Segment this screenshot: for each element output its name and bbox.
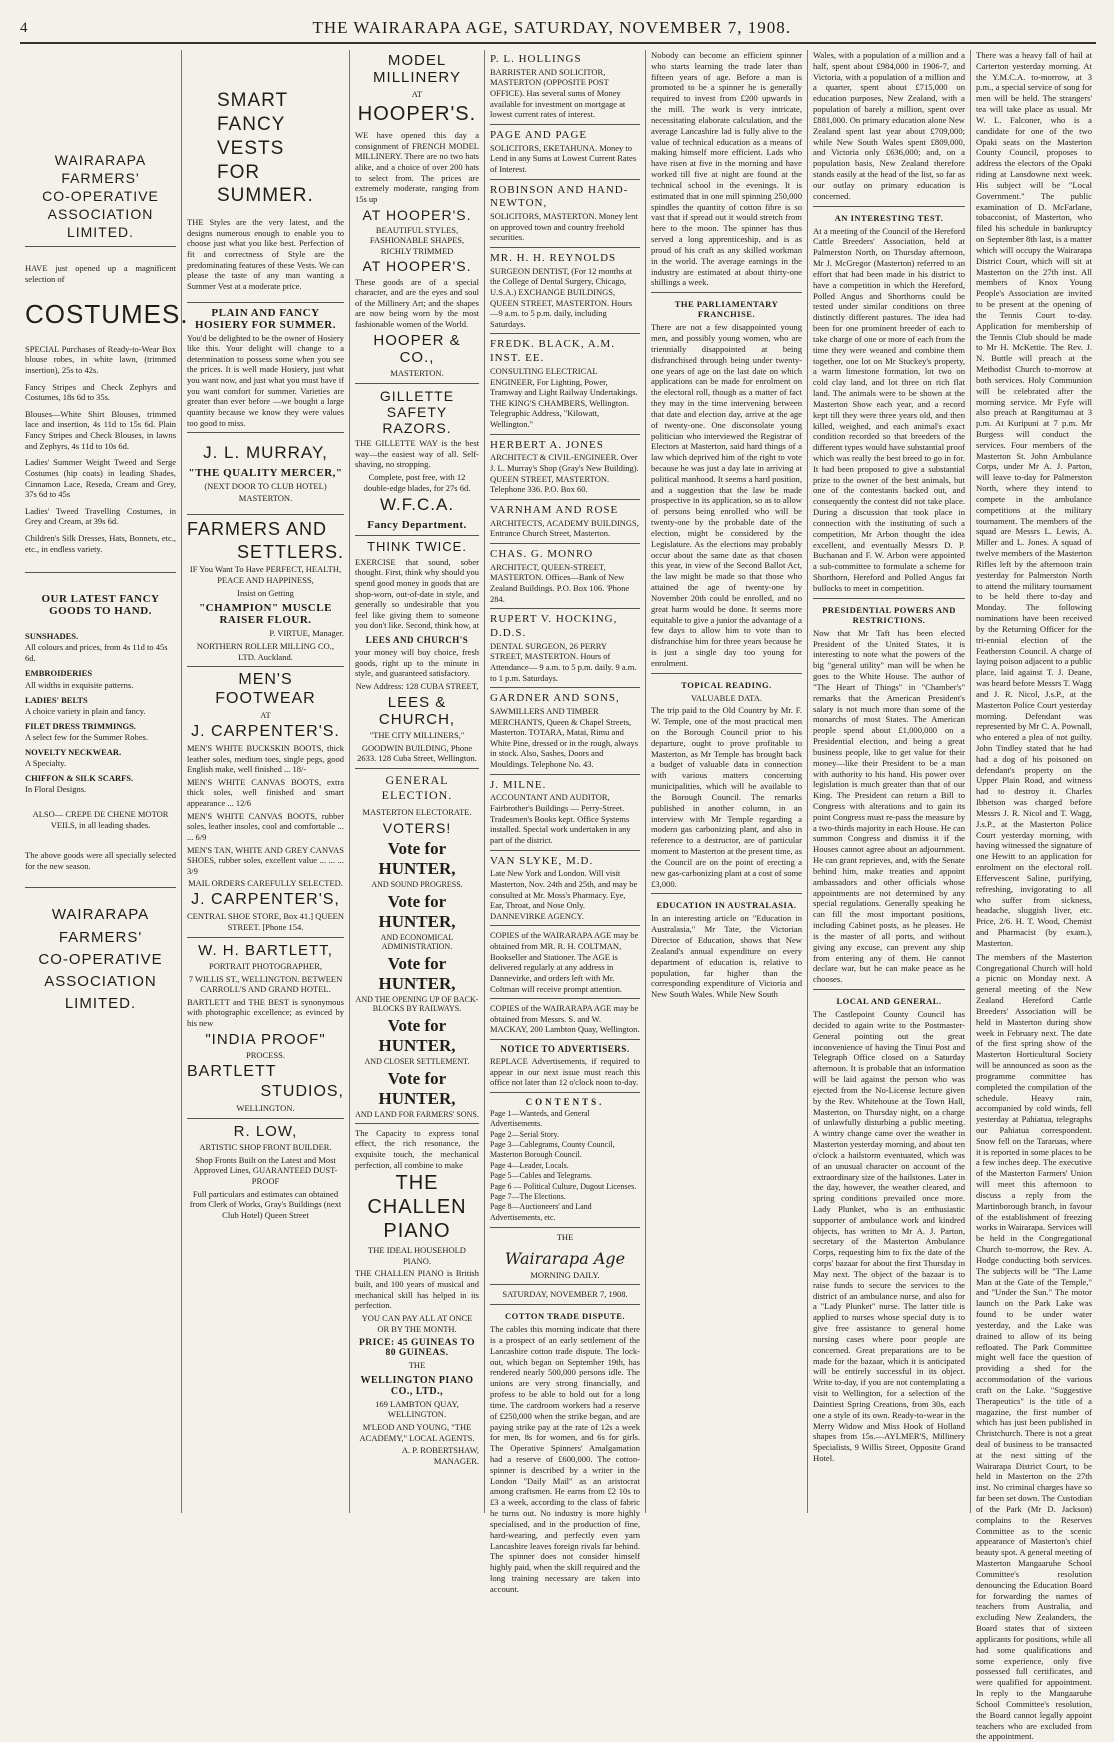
lees-firm-2: LEES & CHURCH, (378, 693, 456, 728)
vests-heading: SUMMER. (217, 185, 314, 207)
interesting-text: At a meeting of the Council of the Hereford Cattle Breeders' Association, held at Palmerston North, on Thursday afternoon, Mr J. McGregor (Masterton) referred to an effort that had been made in his district to have a competition in which the Hereford, Polled Angus and Shorthorns could be tested under similar conditions on three distinctly different pastures. The idea had been for one prominent breeder of each to take charge of one or more of each from the time they were weaned and combine them together, one lot on Mr Stuckey's property, a warm limestone formation, lot two on cold clay land, and lot three on rich flat land. The animals were to be shown at the Masterton Show each year, and a record kept till they were three years old, and then killed, weighed, and each animal's exact condition recorded so that breeders of the different types would have substantial proof which was really the best breed to go in for. It had been proposed to give a substantial prize to the owner of the best animals, but one of the contestants backed out, and consequently the contest did not take place. During a discussion that took place in connection with the instituting of such a competition, Mr Arbon thought the idea excellent, and eventually Messrs D. P. Buchanan and F. W. Arbon were appointed a sub-committee to formulate a scheme for Shorthorn, Hereford and Polled Angus fat bullocks to meet in competition. (813, 225, 965, 593)
paper-name: Wairarapa Age (504, 1248, 626, 1268)
local-notes-2: The members of the Masterton Congregational Church will hold a picnic on Monday next. A general meeting of the New Zealand Hereford Cattle Breeders' Association will be held in Masterton during show week in February next. The date of the first spring show of the Masterton Horticultural Society will be announced as soon as the programme committee has completed the compilation of the schedule. Heavy rain, accompanied by cold winds, fell yesterday at Pahiatua, telegraphs our Pahiatua correspondent. Snow fell on the Tararuas, where it is reported in some places to be a few inches deep. The executive of the Masterton Farmers' Union will meet this afternoon to discuss a reply from the Martinborough branch, in favour of the establishment of freezing works in Wairarapa. Services will be held in the Congregational Church to-morrow, the Rev. A. Hodge conducting both services. The subjects will be "The Lame Man at the Gate of the Temple," and "Under the Sun." The motor launch on the Park Lake was found to be under water yesterday, and the Lake was drained to allow of its being refloated. The Park Committee might well face the question of providing a shed for the accommodation of the various craft on the Lake. "Suggestive Therapeutics" is the title of a magazine, the first number of which has just been published in Christchurch. There is not a great deal of business to be transacted at the next sitting of the Wairarapa District Court, to be held in Masterton on the 27th inst. No criminal charges have so far been set down. The Custodian of the Park (Mr D. Jackson) complains to the Reserves Committee as to the scenic appearance of Masterton's chief beauty spot. A general meeting of Masterton Mangaaruhe School Committee's resolution denouncing the Education Board for forwarding the names of teachers from Australia, and excluding New Zealanders, the Board states that of sixteen applicants for positions, while all had some qualifications and some experience, only five possessed full certificates, and were qualified for appointment. In reply to the Mangaaruhe School Committee's resolution, the Board cannot legally appoint teachers who are excluded from the appointment. (976, 951, 1092, 1742)
vests-heading: VESTS (217, 137, 285, 159)
footwear-heading: MEN'S FOOTWEAR (215, 671, 316, 707)
assoc-line: FARMERS' (61, 170, 140, 187)
assoc-line: ASSOCIATION (47, 206, 154, 223)
education-heading: EDUCATION IN AUSTRALASIA. (656, 900, 797, 911)
topical-heading: TOPICAL READING. (681, 679, 772, 690)
costumes-heading: COSTUMES. (25, 298, 189, 329)
presidential-text: Now that Mr Taft has been elected President of the United States, it is interesting to note what the powers of the big "general utility" man will be when he goes to the White House. The author of "The Heart of Things" in "Chamber's" remarks that the American President's salary is not much more than some of the monarchs of most States. The American people spend about £1,000,000 on a Presidential election, and being a great business people, like to get value for their money—like their President to be a man with authority to his hand. His power over legislation is much greater than that of our King. The President can return a Bill to Congress with alterations and to gain its point Congress must re-pass the measure by a two-thirds majority in each House. He can summon Congress and dismiss it if the Houses cannot agree about an adjournment. He can grant reprieves, and, with the Senate behind him, make treaties and appoint ambassadors and other officials whose appointments are not determined by any special regulations. Generally speaking he can fill the most important positions, including Cabinet posts, as he pleases. He is the master of all ports, and without giving any excuse, can prevent any ship from entering any of them. He cannot declare war, but he can make peace as he chooses. (813, 627, 965, 985)
professional-card: J. MILNE. ACCOUNTANT AND AUDITOR, Fairbrother's Buildings — Perry-Street. Tradesmen's Books kept. Office Systems installed. Special work undertaken in any part of the district. (490, 778, 631, 845)
footwear-mail: MAIL ORDERS CAREFULLY SELECTED. (188, 878, 343, 889)
column-5 (646, 50, 808, 1513)
notice-text: REPLACE Advertisements, if required to appear in our next issue must reach this office not later than 12 o'clock noon to-day. (490, 1056, 640, 1088)
page-number: 4 (20, 19, 28, 36)
vote-plank: AND SOUND PROGRESS. (371, 879, 463, 889)
contents-item: Page 5—Cables and Telegrams. (490, 1171, 592, 1181)
vote-plank: AND THE OPENING UP OF BACK-BLOCKS BY RAILWAYS. (355, 994, 479, 1013)
lees-building: GOODWIN BUILDING, Phone 2633. 128 Cuba Street, Wellington. (357, 742, 477, 764)
vests-ad (187, 90, 344, 207)
footwear-address: CENTRAL SHOE STORE, Box 41.] QUEEN STREET. [Phone 154. (187, 911, 345, 933)
paper-date: SATURDAY, NOVEMBER 7, 1908. (502, 1289, 628, 1300)
column-7 (971, 50, 1097, 1742)
piano-the: THE (408, 1360, 426, 1371)
topical-sub: VALUABLE DATA. (691, 692, 762, 703)
goods-section: SUNSHADES. All colours and prices, from 4s 11d to 45s 6d. (25, 631, 168, 664)
millinery-text-2: These goods are of a special character, and are the eyes and soul of the Millinery Art; and the shapes are now being worn by the most fashionable women of the World. (355, 276, 479, 330)
professional-card: PAGE AND PAGE SOLICITORS, EKETAHUNA. Money to Lend in any Sums at Lowest Current Rates of Interest. (490, 128, 637, 174)
contents-item: Page 3—Cablegrams, County Council, Masterton Borough Council. (490, 1140, 615, 1160)
piano-pay: YOU CAN PAY ALL AT ONCE OR BY THE MONTH. (361, 1312, 473, 1334)
millinery-text: WE have opened this day a consignment of FRENCH MODEL MILLINERY. There are no two hats alike, and a choice of over 200 hats to select from. The prices are extremely moderate, ranging from 15s up (355, 130, 479, 204)
piano-manager: A. P. ROBERTSHAW, MANAGER. (401, 1445, 479, 1466)
footwear-item: MEN'S WHITE CANVAS BOOTS, rubber soles, leather insoles, cool and comfortable ... ... 6/9 (187, 810, 344, 842)
vote-plank: AND ECONOMICAL ADMINISTRATION. (380, 932, 454, 951)
goods-section: CHIFFON & SILK SCARFS. In Floral Designs. (25, 772, 134, 794)
piano-address: 169 LAMBTON QUAY, WELLINGTON. (375, 1398, 459, 1420)
costume-line: Ladies' Summer Weight Tweed and Serge Costumes (hip coats) in leading Shades, Cinnamon Lace, Reseda, Cream and Grey, 37s 6d to 45s (25, 457, 176, 500)
professional-card: FREDK. BLACK, A.M. INST. EE. CONSULTING ELECTRICAL ENGINEER, For Lighting, Power, Tramway and Light Railway Undertakings. THE KING'S CHAMBERS, Wellington. Telegraphic Address, "Kilowatt, Wellington." (490, 338, 638, 429)
vests-heading: FANCY (217, 113, 286, 135)
local-text: The Castlepoint County Council has decided to again write to the Postmaster-General pointing out the great inconvenience of having the Tinui Post and Telegraph Office closed on a Saturday afternoon. It is probable that an information will be laid against the person who was ejected from the No-License lecture given by the Rev. Whitehouse at the Town Hall, Masterton, on Thursday night, on a charge of unlawfully disturbing a public meeting. A wintry change came over the weather in Masterton yesterday morning, and about ten o'clock a hailstorm eventuated, which was of an unusual character on account of the extraordinary size of the hailstones. Later in the day, however, the weather cleared, and spring conditions prevailed once more. Lady Plunket, who is an enthusiastic supporter of ambulance work and kindred objects, has written to Mr A. J. Parton, secretary of the Masterton Ambulance Corps, requesting him to fix the date of the corps' bazaar for about the first Thursday in May next. The object of the bazaar is to raise funds to secure the services to the district of an ambulance nurse, and also for a "Lady Plunket" nurse. The latter title is applied to nurses whose special duty is to give free assistance to general home nursing cases where poor people are concerned. Great preparations are to be made for the bazaar, which it is anticipated will be entirely successful in its object. Write to-day, if you are not contemplating a visit to Wellington, for a selection of the Daintiest Spring Creations, from 30s, each one a style of its own. Ready-to-wear in the Merry Widow and Miss Hook of Holland shapes from 15s.—AYLMER'S, Millinery Specialists, 9 Willis Street, Opposite Grand Hotel. (813, 1009, 965, 1464)
contents-item: Page 6 — Political Culture, Dugout Licenses. (490, 1181, 637, 1191)
assoc-line: WAIRARAPA (51, 906, 150, 924)
piano-text: The Capacity to express tonal effect, the rich resonance, the exquisite touch, the mechanical perfection, all combine to make (355, 1127, 479, 1170)
hooper-firm: HOOPER & CO., (373, 331, 461, 366)
season-note: The above goods were all specially selected for the new season. (25, 850, 176, 871)
professional-card: P. L. HOLLINGS BARRISTER AND SOLICITOR, MASTERTON (OPPOSITE POST OFFICE). Has several sums of Money available for investment on mortgage at lowest current rates of interest. (490, 53, 626, 120)
vote-line: Vote for HUNTER, (378, 838, 456, 878)
gillette-dept: Fancy Department. (367, 518, 467, 531)
assoc-name-block (25, 50, 176, 242)
notice-heading: NOTICE TO ADVERTISERS. (500, 1044, 630, 1054)
flour-brand: "CHAMPION" MUSCLE RAISER FLOUR. (199, 602, 332, 627)
column-6 (808, 50, 971, 1513)
piano-heading: PIANO (383, 1220, 451, 1243)
piano-agents: M'LEOD AND YOUNG, "THE ACADEMY," LOCAL AGENTS. (359, 1422, 475, 1443)
vote-line: Vote for HUNTER, (378, 891, 456, 931)
flour-heading: FARMERS AND (187, 519, 328, 540)
footwear-firm-2: J. CARPENTER'S, (191, 891, 340, 909)
education-continued: Wales, with a population of a million and a half, spent about £984,000 in 1906-7, and Victoria, with a population of a million and a quarter, spent about £715,000 on education purposes, New Zealand, with a population of barely a million, spent over £881,000. On primary education alone New Zealand spent last year about £709,000; while New South Wales spent £809,000, and Victoria only £636,000; and, on a population basis, New Zealand therefore stands easily at the head of the list, so far as our outlay on primary education is concerned. (813, 50, 965, 201)
millinery-heading: MODEL MILLINERY (373, 52, 461, 87)
contents-list (490, 1109, 640, 1223)
footwear-at: AT (260, 709, 271, 720)
piano-sub: THE IDEAL HOUSEHOLD PIANO. (368, 1245, 466, 1266)
column-1 (20, 50, 189, 1513)
goods-section: FILET DRESS TRIMMINGS. A select few for the Summer Robes. (25, 720, 148, 742)
piano-text-2: THE CHALLEN PIANO is British built, and 100 years of musical and mechanical skill has helped in its perfection. (355, 1268, 479, 1311)
footwear-item: MEN'S WHITE BUCKSKIN BOOTS, thick leather soles, medium toes, single pegs, good English make, well finished ... 18/- (187, 742, 344, 775)
vote-plank: AND LAND FOR FARMERS' SONS. (355, 1109, 479, 1119)
flour-insist: Insist on Getting (237, 587, 294, 598)
contents-item: Page 2—Serial Story. (490, 1129, 560, 1139)
contents-item: Page 7—The Elections. (490, 1192, 566, 1201)
column-2 (182, 50, 350, 1513)
cotton-text: The cables this morning indicate that there is a prospect of an early settlement of the Lancashire cotton trade dispute. The lock-out, which began on September 19th, has rendered nearly 500,000 persons idle. The unions are very strong financially, and profess to be able to hold out for a long time. The cardroom workers had a reserve of £250,000 when the strike began, and are paying strike pay at the rate of 12s a week for men, 8s for women, and 6s for girls. The Operative Spinners' Amalgamation had a reserve of £600,000. The cotton-spinner is described by a writer in the London "Daily Mail" as an aristocrat among craftsmen. He earns from £2 10s to £3 a week, according to the class of fabric he turns out. No industry is more highly specialised, and in the production of fine, hard-wearing, and perfectly even yarn Lancashire leaves foreign rivals far behind. The spinner does not consider himself highly paid, when the skill required and the long training necessary are taken into account. (490, 1324, 640, 1594)
vests-text: THE Styles are the very latest, and the designs numerous enough to enable you to choose just what you like best. Perfection of fit and correctness of Style are the predominating features of these Vests. We can please the taste of any man wanting a Summer Vest at a moderate price. (187, 217, 344, 291)
assoc-line: CO-OPERATIVE (38, 950, 163, 968)
goods-section: LADIES' BELTS A choice variety in plain and fancy. (25, 694, 146, 716)
flour-signed: P. VIRTUE, Manager. (269, 628, 344, 639)
millinery-at-2: AT HOOPER'S. (362, 206, 472, 223)
agency-card: COPIES of the WAIRARAPA AGE may be obtained from MR. R. H. COLTMAN, Bookseller and Stationer. The AGE is delivered regularly at any address in Dannevirke, and orders left with Mr. Coltman will receive prompt attention. (490, 930, 639, 994)
piano-heading: THE (395, 1172, 439, 1195)
costumes-intro: HAVE just opened up a magnificent selection of (25, 263, 176, 285)
professional-card: CHAS. G. MONRO ARCHITECT, QUEEN-STREET, MASTERTON. Offices—Bank of New Zealand Buildings. P.O. Box 106. 'Phone 284. (490, 547, 630, 604)
low-name: R. LOW, (233, 1122, 298, 1140)
lees-text: EXERCISE that sound, sober thought. First, think why should you spend good money in goods that are shop-worn, out-of-date in style, and generally so undesirable that you feel like giving them to someone you don't like. Second, think how, at (355, 556, 479, 631)
costume-line: SPECIAL Purchases of Ready-to-Wear Box blouse robes, in white lawn, (trimmed insertion), 25s to 42s. (25, 343, 176, 375)
murray-tagline: "THE QUALITY MERCER," (188, 466, 343, 479)
piano-price: PRICE: 45 GUINEAS TO 80 GUINEAS. (358, 1338, 476, 1359)
bartlett-process: "INDIA PROOF" (205, 1030, 326, 1048)
education-text: In an interesting article on "Education in Australasia," Mr Tate, the Victorian Director of Education, shows that New Zealand's annual expenditure on every department of education is, relative to population, far higher than the corresponding expenditure of Victoria and New South Wales. While New South (651, 913, 802, 1000)
bartlett-trade: PORTRAIT PHOTOGRAPHER, (209, 960, 322, 971)
millinery-at: AT (411, 88, 423, 99)
gillette-heading: GILLETTE SAFETY RAZORS. (379, 387, 455, 436)
lees-sub: "THE CITY MILLINERS," (369, 730, 465, 741)
assoc-line: CO-OPERATIVE (42, 188, 159, 205)
bartlett-address: 7 WILLIS ST., WELLINGTON. BETWEEN CARROLL'S AND GRAND HOTEL. (188, 973, 343, 995)
bartlett-studios: BARTLETT (187, 1062, 277, 1080)
local-heading: LOCAL AND GENERAL. (836, 996, 942, 1007)
election-voters: VOTERS! (382, 819, 452, 836)
assoc-line: LIMITED. (66, 224, 135, 241)
topical-text: The trip paid to the Old Country by Mr. F. W. Temple, one of the most practical men on the Borough Council prior to his departure, ought to prove profitable to Masterton, as Mr Temple has brought back a budget of valuable data in connection with various matters concerning municipalities, which will be available to the Borough Council. The remarks published in another column, in an interview with Mr Temple regarding a modern gas carbonizing plant, and also in reference to a destructor, are of particular moment to Masterton at the present time, as the Council are on the point of erecting a new gas-carbonizing plant at a cost of some £3,000. (651, 705, 802, 889)
contents-item: Page 1—Wanteds, and General Advertisements. (490, 1108, 590, 1129)
piano-heading: CHALLEN (367, 1196, 467, 1219)
goods-section: EMBROIDERIES All widths in exquisite patterns. (25, 668, 134, 690)
fancy-goods-heading: OUR LATEST FANCY GOODS TO HAND. (41, 593, 160, 618)
cotton-heading: COTTON TRADE DISPUTE. (504, 1311, 625, 1322)
flour-intro: IF You Want To Have PERFECT, HEALTH, PEACE AND HAPPINESS, (189, 564, 342, 586)
presidential-heading: PRESIDENTIAL POWERS AND RESTRICTIONS. (822, 604, 956, 625)
franchise-heading: THE PARLIAMENTARY FRANCHISE. (674, 299, 779, 320)
low-text: Shop Fronts Built on the Latest and Most Approved Lines, GUARANTEED DUST-PROOF (193, 1154, 338, 1187)
costume-line: Ladies' Tweed Travelling Costumes, in Grey and Cream, at 39s 6d. (25, 505, 176, 527)
professional-card: GARDNER AND SONS, SAWMILLERS AND TIMBER MERCHANTS, Queen & Chapel Streets, Masterton. TOTARA, Matai, Rimu and White Pine, dressed or in the rough, always in stock. Also, Sashes, Doors and Mouldings. Telephone No. 43. (490, 692, 639, 769)
vests-heading: SMART (217, 90, 289, 111)
local-notes: There was a heavy fall of hail at Carterton yesterday morning. At the Y.M.C.A. to-morrow, at 3 p.m., a special service of song for men will be held. The strangers' tea will take place as usual. Mr W. L. Falconer, who is a candidate for one of the two Opaki seats on the Masterton County Council, proposes to address the electors of the Opaki riding at Lansdowne next week. His subject will be "Local Government." The public examination of D. McFarlane, tobacconist, of Masterton, who filed his schedule in bankruptcy on September 8th last, is a matter which will occupy the Wairarapa District Court, which will sit at Masterton on the 27th inst. All members of Knox Young People's Association are invited to be present at the opening of the Tennis Court to-day. Application for membership of the Tennis Club should be made to Mr H. McKettie. The Rev. J. N. Buttle will preach at the Methodist Church to-morrow at both services. Holy Communion will be celebrated after the morning service. Mr Fyfe will also preach at Rangitumau at 3 p.m. At Kuripuni at 7 p.m. Mr Burgess will conduct the services. Four members of the Masterton St. John Ambulance Corps, under Mr A. J. Parton, will leave to-day for Palmerston North, where they intend to compete in the ambulance competitions at the military tournament. The members of the squad are Messrs L. Lewis, A. Miller and L. Jones. A squad of twelve members of the Masterton Rifles left by the afternoon train yesterday for Palmerston North to attend the military tournament to be held there to-day and Monday. The following nominations have been received by the Returning Officer for the tri-ennial election of the Featherston Council. A charge of laying poison adjacent to a public place, laid against T. J. Deane, was heard before Messrs T. Wagg and J. R. Nicol, J.s.P., at the Masterton Police Court yesterday morning. Defendant was represented by Mr C. A. Pownall, who entered a plea of not guilty. John Tindley stated that he had had a dog of his poisoned on defendant's property on the Upper Plain Road, and witness had to destroy it. Charles Ibbetson was charged before Messrs J. R. Nicol and T. Wagg, J.s.P., at the Masterton Police Court yesterday morning, with having witnessed the signature of one Hewitt to an application for enrolment on the electoral roll. Effervescent Saline, purifying, refreshing, invigorating to all who suffer from sickness, headache, sluggish liver, etc. Price, 2/6. H. T. Wood, Chemist and Pharmacist (by exam.), Masterton. (976, 50, 1092, 948)
lees-address: New Address: 128 CUBA STREET, (355, 680, 479, 691)
flour-company: NORTHERN ROLLER MILLING CO., LTD. Auckland. (196, 640, 335, 662)
professional-card: ROBINSON AND HAND-NEWTON, SOLICITORS, MASTERTON. Money lent on approved town and country freehold securities. (490, 183, 638, 243)
interesting-heading: AN INTERESTING TEST. (834, 212, 944, 223)
professional-card: VARNHAM AND ROSE ARCHITECTS, ACADEMY BUILDINGS, Entrance Church Street, Masterton. (490, 503, 639, 539)
election-heading: GENERAL ELECTION. (381, 772, 453, 802)
masthead (20, 14, 1096, 44)
professional-card: MR. H. H. REYNOLDS SURGEON DENTIST, (For 12 months at the College of Dental Surgery, Chicago, U.S.A.) EXCHANGE BUILDINGS, QUEEN STREET, MASTERTON. Hours—9 a.m. to 5 p.m. daily, including Saturdays. (490, 251, 633, 329)
paper-the: THE (556, 1232, 574, 1243)
contents-item: Page 4—Leader, Locals. (490, 1160, 569, 1170)
assoc-line: FARMERS' (58, 928, 143, 946)
costume-line: Blouses—White Shirt Blouses, trimmed lace and insertion, 4s 11d to 15s 6d. Plain Fancy Stripes and Check Blouses, in lawns and Zephyrs, 4s 11d to 10s 6d. (25, 408, 176, 451)
vote-line: Vote for HUNTER, (378, 1015, 456, 1055)
murray-town: MASTERTON. (238, 493, 293, 504)
franchise-text: There are not a few disappointed young men, and possibly young women, who are triennially disappointed at being disfranchised through being under twenty-one years of age on the last date on which applications can be made for enrolment on the electoral roll, though as a matter of fact they may in the time intervening between that date and election day, arrive at the age of twenty-one. One disconsolate young politician who interviewed the Registrar of Electors at Masterton, said hard things of a law which deprived him of the right to vote because he was just a day late in arriving at political manhood. It seems a hard position, and a suggestion that the law be made prospective in its application, so as to allow of persons being enrolled who will be twenty-one by the probable date of the election, might be considered by the Legislature. As the elections may probably occur about the same date as that chosen this year, in view of the Second Ballot Act, the law might be made so that those who attained the age of twenty-one by November 20th could be enrolled, and no great harm would be done. It seems more equitable to give a junior the advantage of a few days to allow him to vote than to disfranchise him for three years because he is just a single day too young for enrolment. (651, 322, 802, 668)
vests-heading: FOR (217, 161, 261, 183)
murray-name: J. L. MURRAY, (203, 443, 328, 463)
costume-line: Fancy Stripes and Check Zephyrs and Costumes, 18s 6d to 35s. (25, 381, 176, 403)
millinery-at-3: AT HOOPER'S. (362, 258, 472, 275)
bartlett-process-sub: PROCESS. (246, 1049, 285, 1060)
flour-heading: SETTLERS. (236, 541, 344, 562)
contents-heading: CONTENTS. (525, 1096, 605, 1107)
bartlett-name: W. H. BARTLETT, (198, 941, 333, 959)
column-3 (350, 50, 485, 1513)
assoc-line: WAIRARAPA (54, 152, 147, 168)
election-sub: MASTERTON ELECTORATE. (362, 806, 472, 817)
newspaper-title: THE WAIRARAPA AGE, SATURDAY, NOVEMBER 7, 1908. (312, 18, 792, 37)
professional-card: VAN SLYKE, M.D. Late New York and London. Will visit Masterton, Nov. 24th and 25th, and may be consulted at Mr. Moss's Pharmacy. Eye, Ear, Throat, and Nose Only. DANNEVIRKE AGENCY. (490, 854, 638, 921)
millinery-styles: BEAUTIFUL STYLES, FASHIONABLE SHAPES, RICHLY TRIMMED (369, 224, 465, 256)
assoc-name-block-2 (25, 906, 176, 1012)
footwear-item: MEN'S TAN, WHITE AND GREY CANVAS SHOES, rubber soles, excellent value ... ... ... 3/9 (187, 844, 344, 876)
low-trade: ARTISTIC SHOP FRONT BUILDER. (199, 1142, 332, 1153)
vote-line: Vote for HUNTER, (378, 1068, 456, 1108)
lees-heading: THINK TWICE. (367, 538, 467, 554)
vote-line: Vote for HUNTER, (378, 953, 456, 993)
lees-text-2: your money will buy choice, fresh goods, right up to the minute in style, and guaranteed satisfactory. (355, 647, 479, 679)
bartlett-studios: STUDIOS, (260, 1082, 344, 1100)
also-note: ALSO— CREPE DE CHENE MOTOR VEILS, in all leading shades. (32, 808, 169, 830)
bartlett-text: BARTLETT and THE BEST is synonymous with photographic excellence; as evinced by his new (187, 996, 344, 1029)
assoc-line: ASSOCIATION (44, 973, 157, 991)
bartlett-town: WELLINGTON. (236, 1103, 295, 1114)
low-text-2: Full particulars and estimates can obtained from Clerk of Works, Gray's Buildings (next Club Hotel) Queen Street (189, 1188, 342, 1220)
gillette-price: Complete, post free, with 12 double-edge blades, for 27s 6d. (363, 471, 471, 493)
contents-item: Page 8—Auctioneers' and Land Advertisements, etc. (490, 1202, 592, 1222)
professional-card: RUPERT V. HOCKING, D.D.S. DENTAL SURGEON, 26 PERRY STREET, MASTERTON. Hours of Attendance— 9 a.m. to 5 p.m. daily. 9 a.m. to 1 p.m. Saturdays. (490, 613, 637, 683)
column-4 (485, 50, 646, 1594)
millinery-firm: HOOPER'S. (357, 103, 477, 126)
assoc-line: LIMITED. (64, 995, 137, 1013)
footwear-item: MEN'S WHITE CANVAS BOOTS, extra thick soles, well finished and smart appearance ... 12/6 (187, 776, 344, 809)
goods-section: NOVELTY NECKWEAR. A Specialty. (25, 746, 122, 768)
gillette-firm: W.F.C.A. (379, 495, 455, 515)
vote-plank: AND CLOSER SETTLEMENT. (364, 1056, 470, 1066)
hooper-town: MASTERTON. (390, 368, 444, 379)
hosiery-text: You'd be delighted to be the owner of Hosiery like this. Your delight will change to a determination to possess some when you see the prices. It is well made Hosiery, just what you want now, and just what you must have if you want comfort for summer. Varieties are greater than ever before —we bought a large quantity because we know they were values too good to miss. (187, 332, 344, 428)
paper-sub: MORNING DAILY. (530, 1269, 600, 1280)
costume-line: Children's Silk Dresses, Hats, Bonnets, etc., etc., in endless variety. (25, 533, 176, 554)
gillette-text: THE GILLETTE WAY is the best way—the easiest way of all. Self-shaving, no stropping. (355, 438, 479, 470)
piano-company: WELLINGTON PIANO CO., LTD., (360, 1374, 474, 1397)
murray-address: (NEXT DOOR TO CLUB HOTEL) (204, 480, 327, 491)
cotton-continued: Nobody can become an efficient spinner who starts learning the trade later than fifteen years of age. Before a man is promoted to be a spinner he is generally required to invest from £200 upwards in the mill. The work is very intricate, necessitating elaborate calculation, and the average Lancashire lad is fully alive to the value of technical education as a means of making himself more efficient. Lads who have risen at five in the morning and have worked till five at night are found at the technical school in the evenings. It is estimated that in one mill spinning 250,000 spindles the quantity of cotton fibre is so vast that if spread out it would stretch from here to the moon. The spinner has thus served a long apprenticeship, and is as proud of his craft as any skilled workman in the world. The average earnings in the industry are estimated at about thirty-one shillings a week. (651, 50, 802, 288)
footwear-firm: J. CARPENTER'S. (191, 722, 340, 740)
hosiery-heading: PLAIN AND FANCY HOSIERY FOR SUMMER. (194, 306, 337, 331)
agency-card: COPIES of the WAIRARAPA AGE may be obtained from Messrs. S. and W. MACKAY, 200 Lambton Quay, Wellington. (490, 1003, 640, 1035)
lees-firm: LEES AND CHURCH'S (365, 635, 469, 646)
professional-card: HERBERT A. JONES ARCHITECT & CIVIL-ENGINEER. Over J. L. Murray's Shop (Gray's New Building). QUEEN STREET, MASTERTON. Telephone 336. P.O. Box 60. (490, 438, 639, 495)
